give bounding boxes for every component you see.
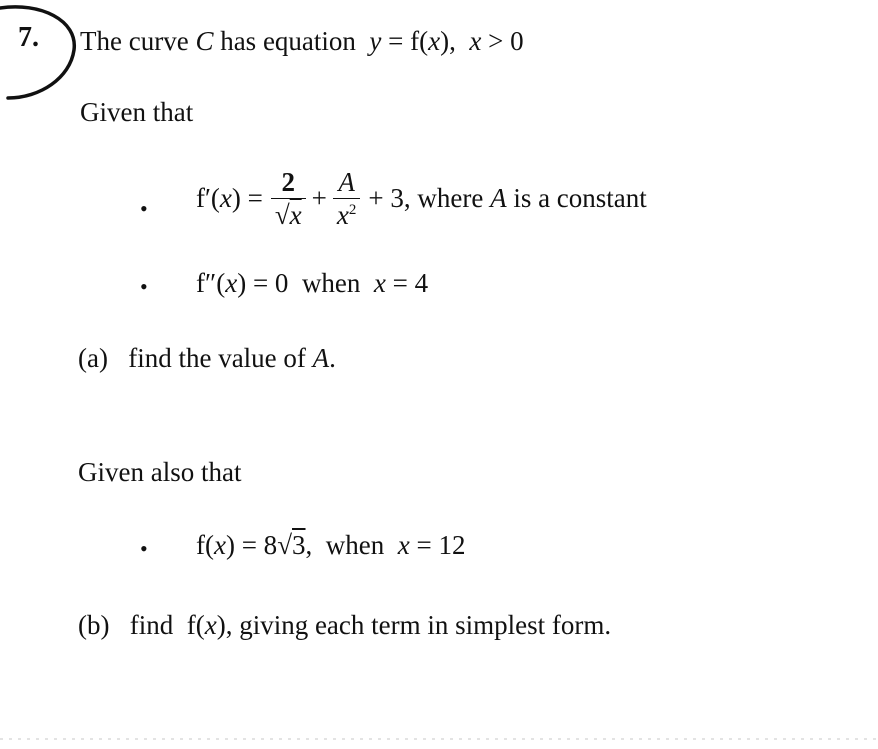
bullet-1-marker: • (140, 196, 148, 221)
fraction-1-numerator: 2 (271, 168, 306, 199)
part-a-var: A (312, 343, 330, 373)
constant-A: A (490, 183, 507, 214)
fprime-close: ) = (231, 183, 263, 214)
den-x: x (336, 200, 349, 231)
plus-three-where: + 3, where (368, 183, 484, 214)
fprime-open: f′( (196, 183, 220, 214)
part-a (78, 343, 336, 374)
greater-than-zero: > 0 (488, 26, 524, 56)
curve-name: C (195, 26, 214, 56)
f-x-3: x (213, 530, 226, 560)
bullet-3-equation (196, 530, 465, 561)
sqrt-three: 3 (292, 530, 306, 560)
equals-four: = 4 (392, 268, 429, 298)
fraction-2-numerator: A (333, 168, 360, 199)
part-a-text: find the value of (128, 343, 306, 373)
equals-twelve: = 12 (416, 530, 466, 560)
var-x: x (428, 26, 441, 56)
fraction-1-denominator (271, 199, 306, 229)
sqrt-x: x (289, 200, 302, 231)
equals: = (388, 26, 404, 56)
var-y: y (369, 26, 382, 56)
fraction-2-denominator (333, 199, 360, 229)
bullet-2-equation (196, 268, 428, 299)
part-a-dot: . (329, 343, 336, 373)
f-close: ), (440, 26, 456, 56)
question-number: 7. (18, 22, 39, 53)
sqrt-sign-3: √ (277, 530, 293, 560)
comma-3: , (305, 530, 313, 560)
den-exponent: 2 (348, 202, 357, 219)
given-heading: Given that (80, 97, 194, 127)
when-x: x (373, 268, 386, 298)
part-b (78, 610, 611, 641)
sqrt-sign: √ (274, 200, 290, 231)
fdoubleprime-close: ) = 0 (237, 268, 289, 298)
plus-sign: + (311, 183, 327, 214)
bullet-2-marker: • (140, 274, 148, 299)
intro-lead: The curve (80, 26, 189, 56)
part-b-f: f( (186, 610, 205, 640)
var-x-condition: x (469, 26, 482, 56)
bullet-3-marker: • (140, 536, 148, 561)
when-x-3: x (397, 530, 410, 560)
fdoubleprime-open: f″( (196, 268, 226, 298)
f-open: f( (410, 26, 429, 56)
part-b-x: x (204, 610, 217, 640)
equals-eight: ) = 8 (225, 530, 278, 560)
f-open-3: f( (196, 530, 214, 560)
fdoubleprime-x: x (225, 268, 238, 298)
hand-drawn-circle (0, 0, 90, 110)
intro-mid: has equation (220, 26, 356, 56)
is-a-constant: is a constant (513, 183, 647, 214)
intro-line (80, 26, 524, 57)
part-b-rest: ), giving each term in simplest form. (216, 610, 612, 640)
when-word-3: when (325, 530, 385, 560)
fprime-x: x (219, 183, 232, 214)
given-also-heading: Given also that (78, 457, 242, 487)
page-edge-dots (0, 738, 878, 740)
bullet-1-equation (196, 168, 647, 230)
part-b-find: find (129, 610, 174, 640)
fraction-A-over-x-squared (333, 168, 360, 230)
part-a-label: (a) (78, 343, 108, 373)
when-word: when (301, 268, 361, 298)
fraction-2-over-root-x (271, 168, 306, 230)
part-b-label: (b) (78, 610, 110, 640)
